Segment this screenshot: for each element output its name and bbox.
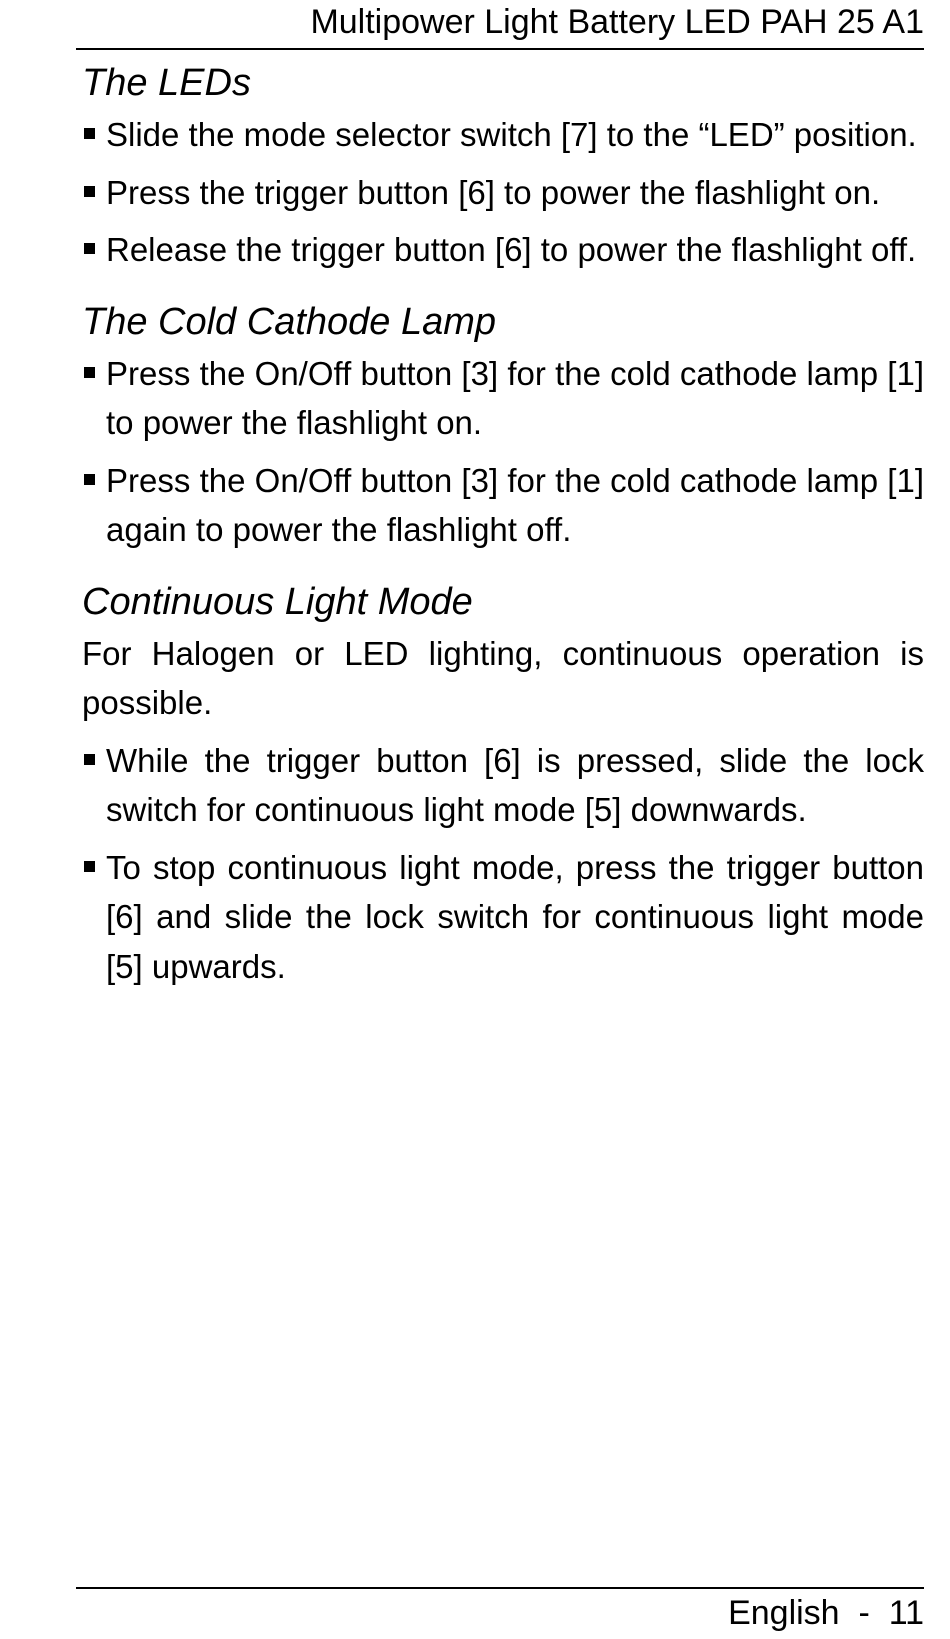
- section-heading: The LEDs: [82, 62, 251, 104]
- section-intro: For Halogen or LED lighting, continuous operation is possible.: [82, 634, 924, 721]
- list-item-text: Press the On/Off button [3] for the cold cathode lamp [1] to power the flashlight on.: [106, 354, 924, 441]
- page-header: [76, 0, 924, 50]
- list-item-text: To stop continuous light mode, press the trigger button [6] and slide the lock switch for continuous light mode [5] upwards.: [106, 848, 924, 985]
- list-item-text: While the trigger button [6] is pressed, slide the lock switch for continuous light mode [5] downwards.: [106, 741, 924, 828]
- bullet-list: [82, 110, 924, 275]
- list-item: [82, 736, 924, 835]
- bullet-list: [82, 736, 924, 992]
- list-item: [82, 110, 924, 160]
- square-bullet-icon: [84, 243, 95, 254]
- list-item-text: Slide the mode selector switch [7] to the “LED” position.: [106, 116, 917, 153]
- list-item: [82, 225, 924, 275]
- list-item: [82, 843, 924, 992]
- section-continuous-light-mode: [82, 575, 924, 992]
- square-bullet-icon: [84, 128, 95, 139]
- list-item: [82, 456, 924, 555]
- page-footer: [76, 1587, 924, 1639]
- square-bullet-icon: [84, 186, 95, 197]
- page-number: English - 11: [728, 1594, 924, 1632]
- section-cold-cathode-lamp: [82, 295, 924, 555]
- list-item: [82, 168, 924, 218]
- square-bullet-icon: [84, 754, 95, 765]
- square-bullet-icon: [84, 367, 95, 378]
- bullet-list: [82, 349, 924, 555]
- list-item: [82, 349, 924, 448]
- list-item-text: Release the trigger button [6] to power the flashlight off.: [106, 231, 917, 268]
- section-heading: The Cold Cathode Lamp: [82, 300, 497, 343]
- square-bullet-icon: [84, 861, 95, 872]
- square-bullet-icon: [84, 474, 95, 485]
- list-item-text: Press the trigger button [6] to power the flashlight on.: [106, 173, 881, 211]
- section-leds: [82, 56, 924, 275]
- page-content: [82, 56, 924, 1011]
- section-heading: Continuous Light Mode: [82, 580, 473, 623]
- header-title: Multipower Light Battery LED PAH 25 A1: [310, 3, 924, 41]
- list-item-text: Press the On/Off button [3] for the cold cathode lamp [1] again to power the flashlight off.: [106, 461, 924, 548]
